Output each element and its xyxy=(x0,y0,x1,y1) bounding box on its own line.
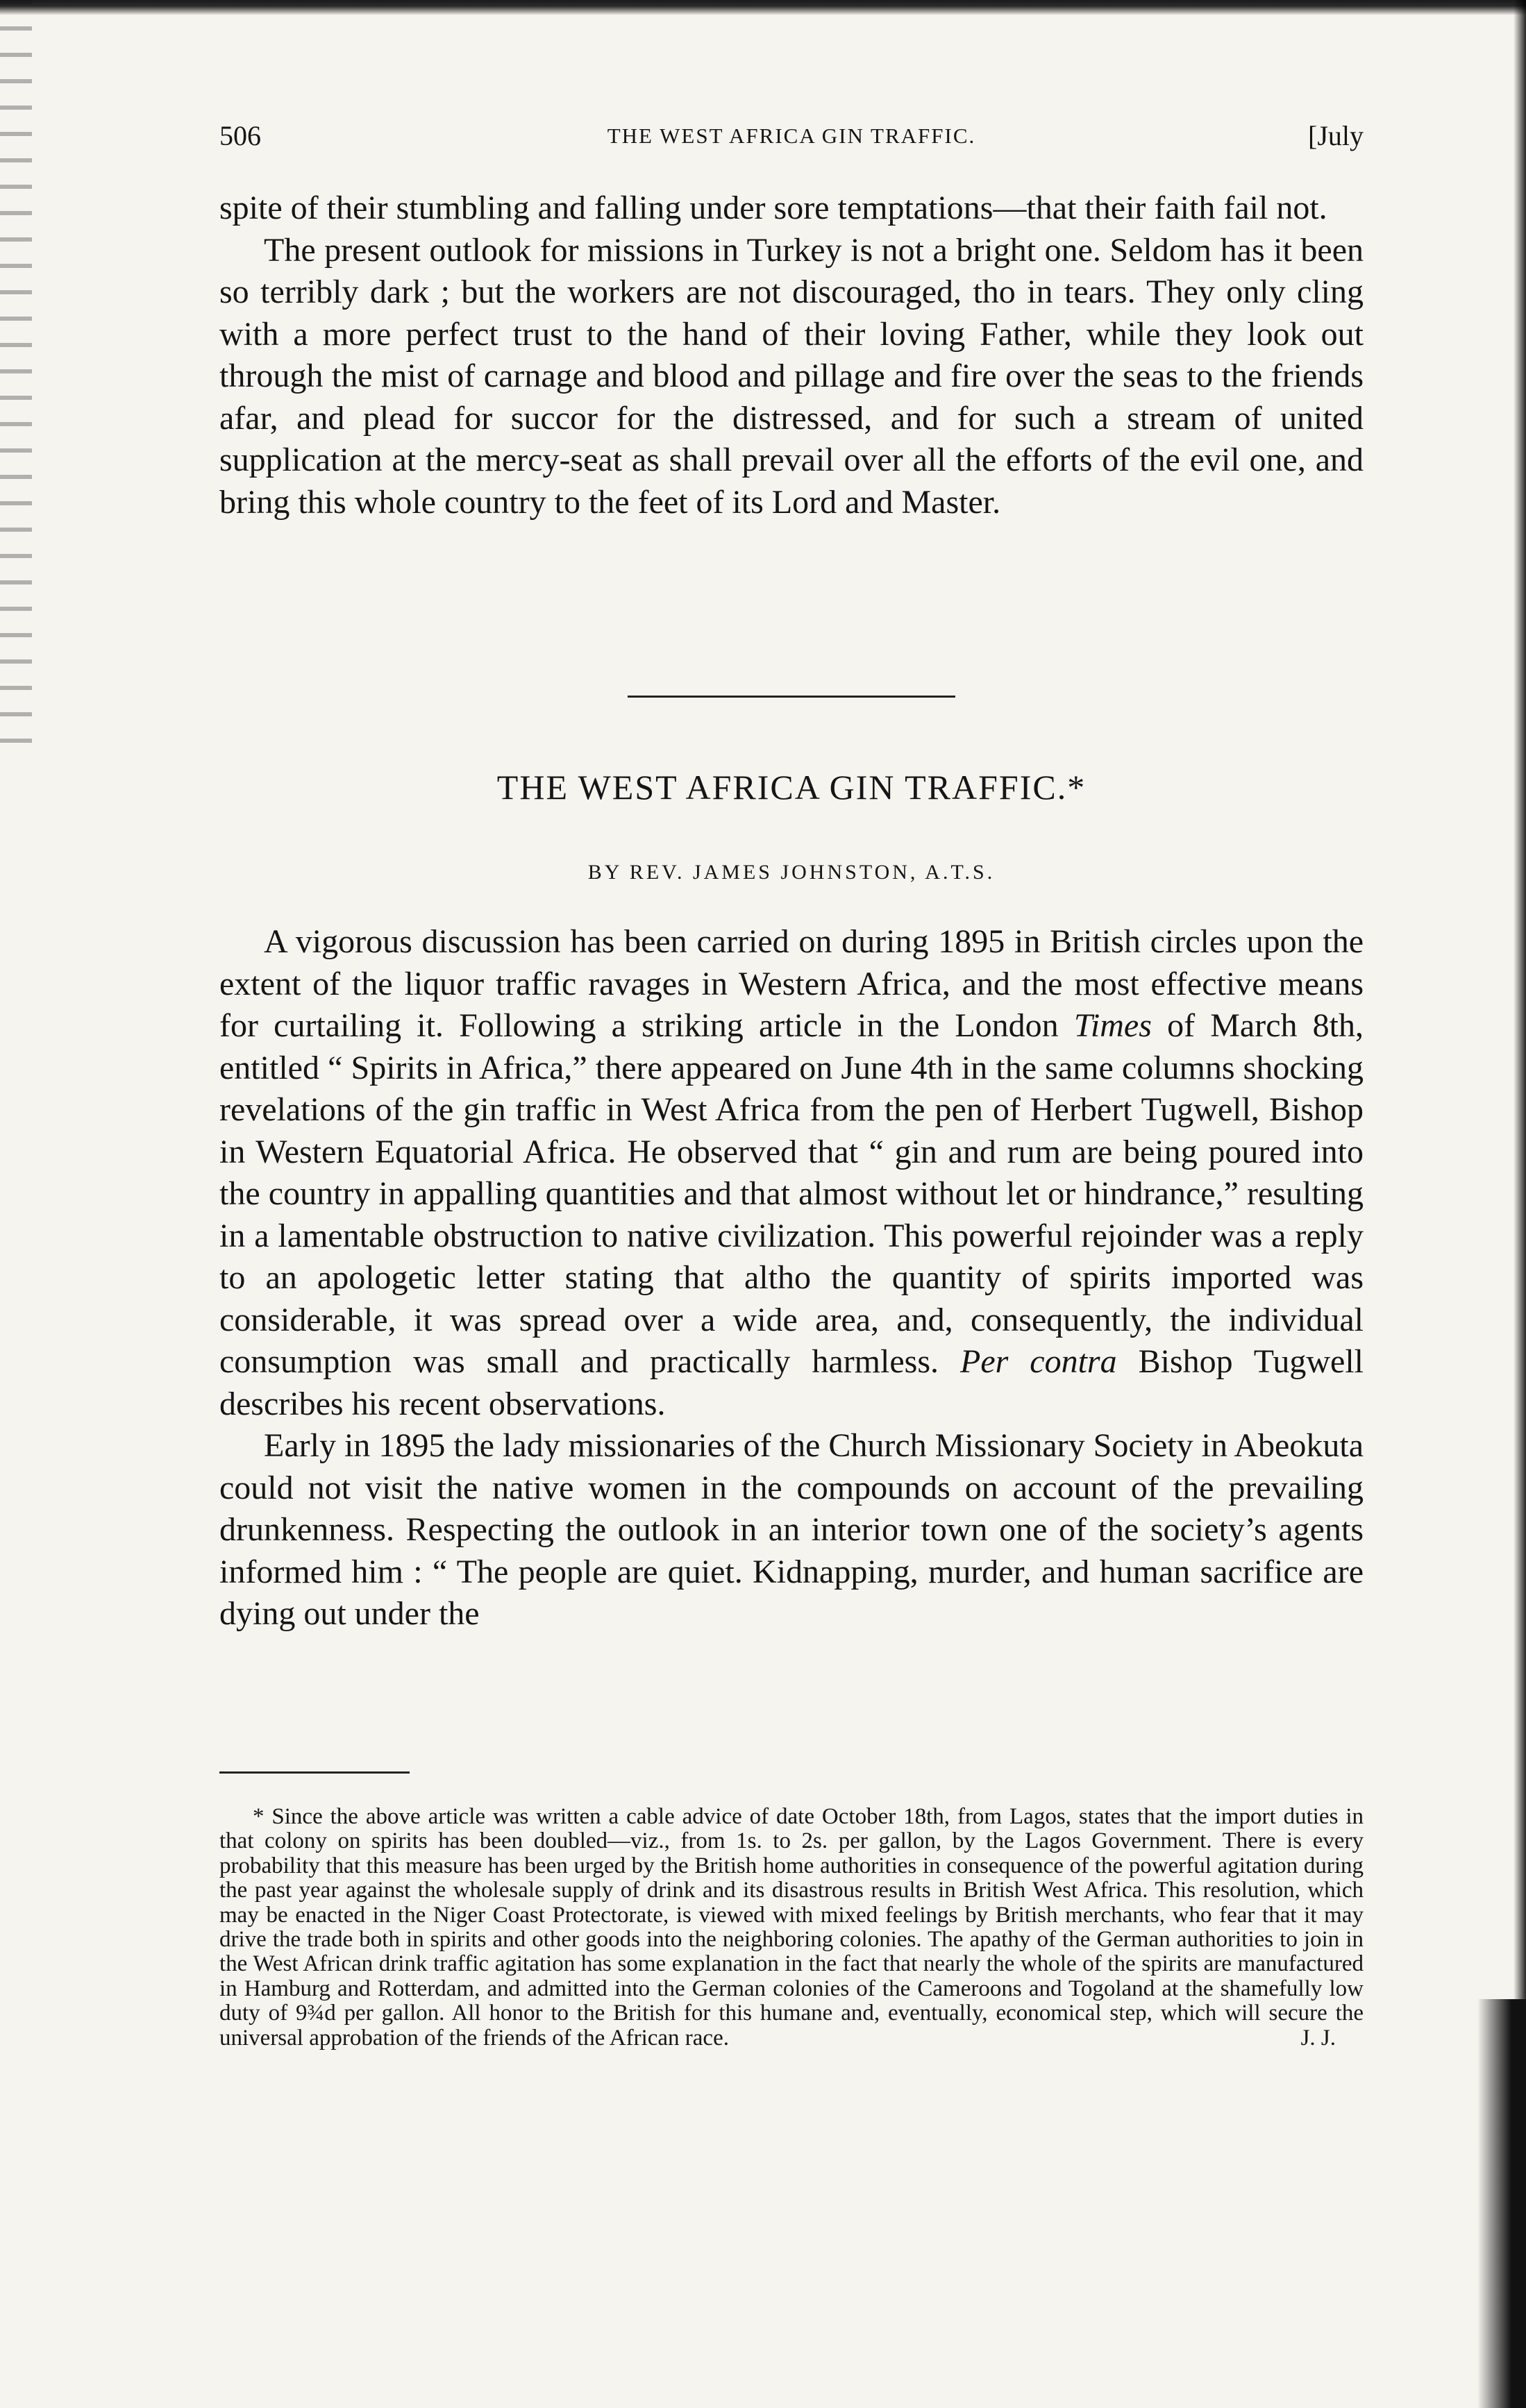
article-body xyxy=(219,921,1364,1635)
running-title: THE WEST AFRICA GIN TRAFFIC. xyxy=(607,124,976,148)
preceding-article-text xyxy=(219,187,1364,523)
paragraph-1-text-a: A vigorous discussion has been carried on during 1895 in British circles upon the extent of the liquor traffic ravages in Western Africa, and the most effective means for curtailing it. Following a striking article in the London xyxy=(219,923,1364,1044)
paragraph-1-text-b: of March 8th, entitled “ Spirits in Africa,” there appeared on June 4th in the same columns shocking revelations of the gin traffic in West Africa from the pen of Herbert Tugwell, Bishop in Western Equatorial Africa. He observed that “ gin and rum are being poured into the country in appalling quantities and that almost without let or hindrance,” resulting in a lamentable obstruction to native civilization. This powerful rejoinder was a reply to an apologetic letter stating that altho the quantity of spirits imported was considerable, it was spread over a wide area, and, consequently, the individual consumption was small and practically harmless. xyxy=(219,1007,1364,1380)
page-number: 506 xyxy=(219,120,261,151)
paragraph-1-text-c: Bishop Tugwell describes his recent observations. xyxy=(219,1343,1364,1422)
footnote xyxy=(219,1805,1364,2051)
running-head xyxy=(219,119,1364,161)
preceding-closing-paragraph: The present outlook for missions in Turkey is not a bright one. Seldom has it been so terribly dark ; but the workers are not discouraged, tho in tears. They only cling with a more perfect trust to the hand of their loving Father, while they look out through the mist of carnage and blood and pillage and fire over the seas to the friends afar, and plead for succor for the distressed, and for such a stream of united supplication at the mercy-seat as shall prevail over all the efforts of the evil one, and bring this whole country to the feet of its Lord and Master. xyxy=(219,231,1364,521)
preceding-continuation: spite of their stumbling and falling under sore temptations—that their faith fail not. xyxy=(219,190,1327,226)
article-title: THE WEST AFRICA GIN TRAFFIC.* xyxy=(496,768,1087,807)
article-byline: BY REV. JAMES JOHNSTON, A.T.S. xyxy=(587,861,996,884)
article-paragraph-1 xyxy=(219,921,1364,1425)
scan-right-edge-shadow xyxy=(1477,1999,1526,2408)
paragraph-1-italic-per-contra: Per contra xyxy=(960,1343,1117,1380)
scan-top-edge xyxy=(0,0,1526,15)
running-month: [July xyxy=(1308,120,1364,151)
article-paragraph-2: Early in 1895 the lady missionaries of the Church Missionary Society in Abeokuta could not visit the native women in the compounds on account of the prevailing drunkenness. Respecting the outlook in an interior town one of the society’s agents informed him : “ The people are quiet. Kidnapping, murder, and human sacrifice are dying out under the xyxy=(219,1427,1364,1632)
footnote-rule xyxy=(219,1771,410,1774)
footnote-body xyxy=(219,1805,1364,2051)
paragraph-1-italic-times: Times xyxy=(1073,1007,1152,1044)
scan-left-edge xyxy=(0,0,32,764)
footnote-signature: J. J. xyxy=(1300,2025,1336,2051)
footnote-text: * Since the above article was written a cable advice of date October 18th, from Lagos, states that the import duties in that colony on spirits has been doubled—viz., from 1s. to 2s. per gallon, by the Lagos Government. There is every probability that this measure has been urged by the British home authorities in consequence of the powerful agitation during the past year against the wholesale supply of drink and its disastrous results in British West Africa. This resolution, which may be enacted in the Niger Coast Protectorate, is viewed with mixed feelings by British merchants, who fear that it may drive the trade both in spirits and other goods into the neighboring colonies. The apathy of the German authorities to join in the West African drink traffic agitation has some explanation in the fact that nearly the whole of the spirits are manufactured in Hamburg and Rotterdam, and admitted into the German colonies of the Cameroons and Togoland at the shamefully low duty of 9¾d per gallon. All honor to the British for this humane and, eventually, economical step, which will secure the universal approbation of the friends of the African race. xyxy=(219,1804,1364,2051)
section-divider xyxy=(628,696,955,698)
